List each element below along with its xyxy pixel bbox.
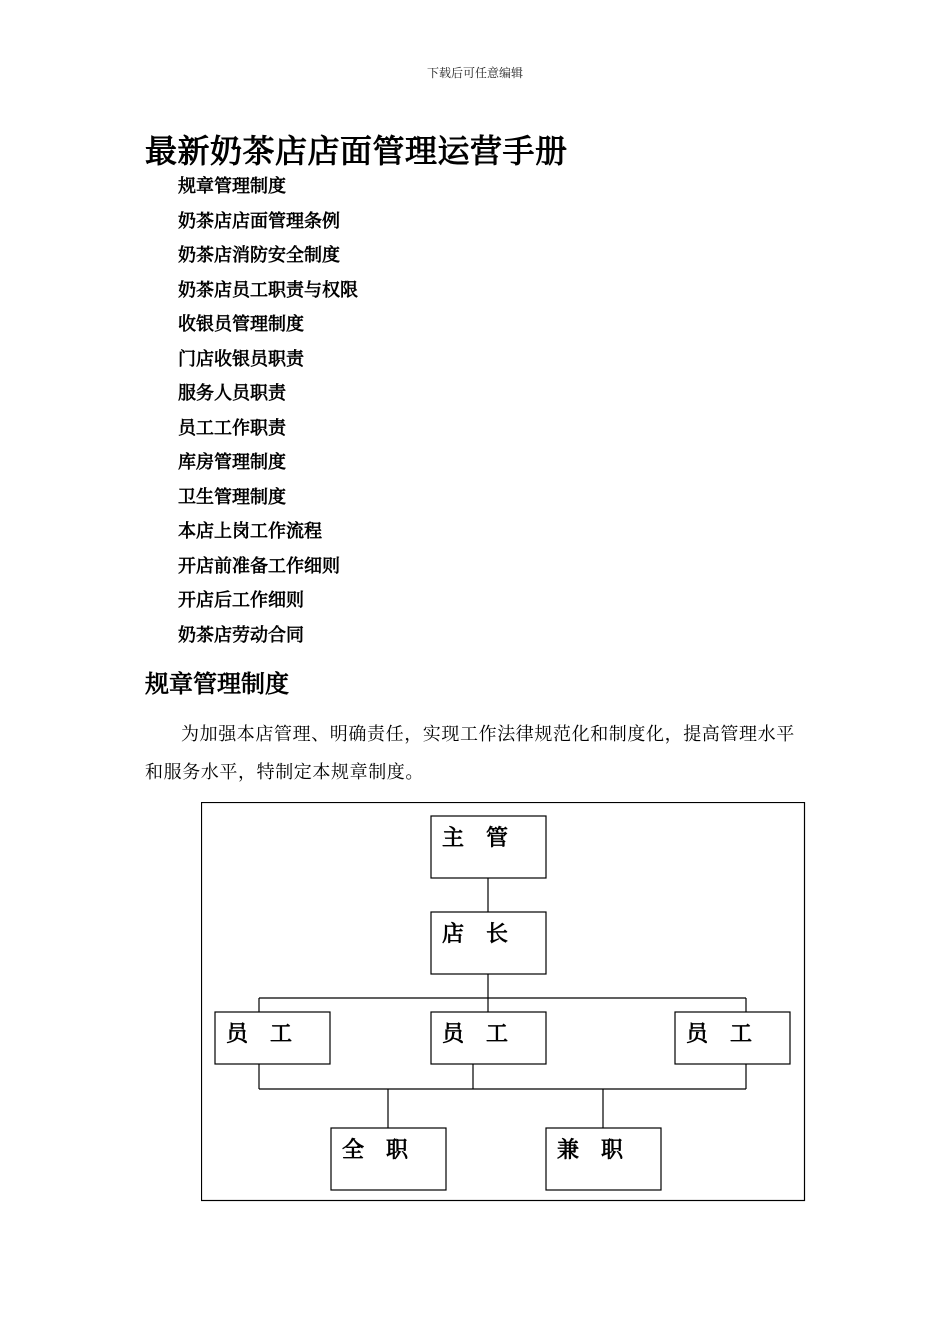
page-header: 下载后可任意编辑 <box>426 66 523 80</box>
staff-label-center: 员 工 <box>442 1021 509 1047</box>
toc-item: 开店后工作细则 <box>178 590 304 611</box>
toc-item: 奶茶店消防安全制度 <box>178 245 340 266</box>
manager-label: 店 长 <box>442 921 509 947</box>
section-heading: 规章管理制度 <box>145 670 289 698</box>
toc-item: 奶茶店员工职责与权限 <box>178 279 358 301</box>
document-title: 最新奶茶店店面管理运营手册 <box>145 132 568 170</box>
org-chart-frame <box>202 803 805 1201</box>
toc-item: 本店上岗工作流程 <box>178 521 322 542</box>
toc-item: 门店收银员职责 <box>178 348 304 370</box>
toc-item: 卫生管理制度 <box>178 486 286 508</box>
staff-label-left: 员 工 <box>226 1021 293 1047</box>
staff-label-right: 员 工 <box>686 1021 753 1047</box>
org-chart <box>201 802 806 1203</box>
toc-item: 员工工作职责 <box>178 417 286 439</box>
toc-item: 收银员管理制度 <box>178 314 304 335</box>
intro-paragraph: 为加强本店管理、明确责任，实现工作法律规范化和制度化，提高管理水平和服务水平，特制定本规章制度。 <box>145 724 795 783</box>
toc-item: 库房管理制度 <box>178 452 286 473</box>
toc-item: 规章管理制度 <box>178 176 286 197</box>
toc-item: 开店前准备工作细则 <box>178 555 340 577</box>
full-time-label: 全 职 <box>342 1137 409 1163</box>
toc-item: 奶茶店劳动合同 <box>178 624 304 646</box>
part-time-label: 兼 职 <box>557 1137 624 1163</box>
toc-item: 奶茶店店面管理条例 <box>178 210 340 232</box>
table-of-contents <box>178 172 358 655</box>
supervisor-label: 主 管 <box>442 825 509 851</box>
toc-item: 服务人员职责 <box>178 383 286 404</box>
